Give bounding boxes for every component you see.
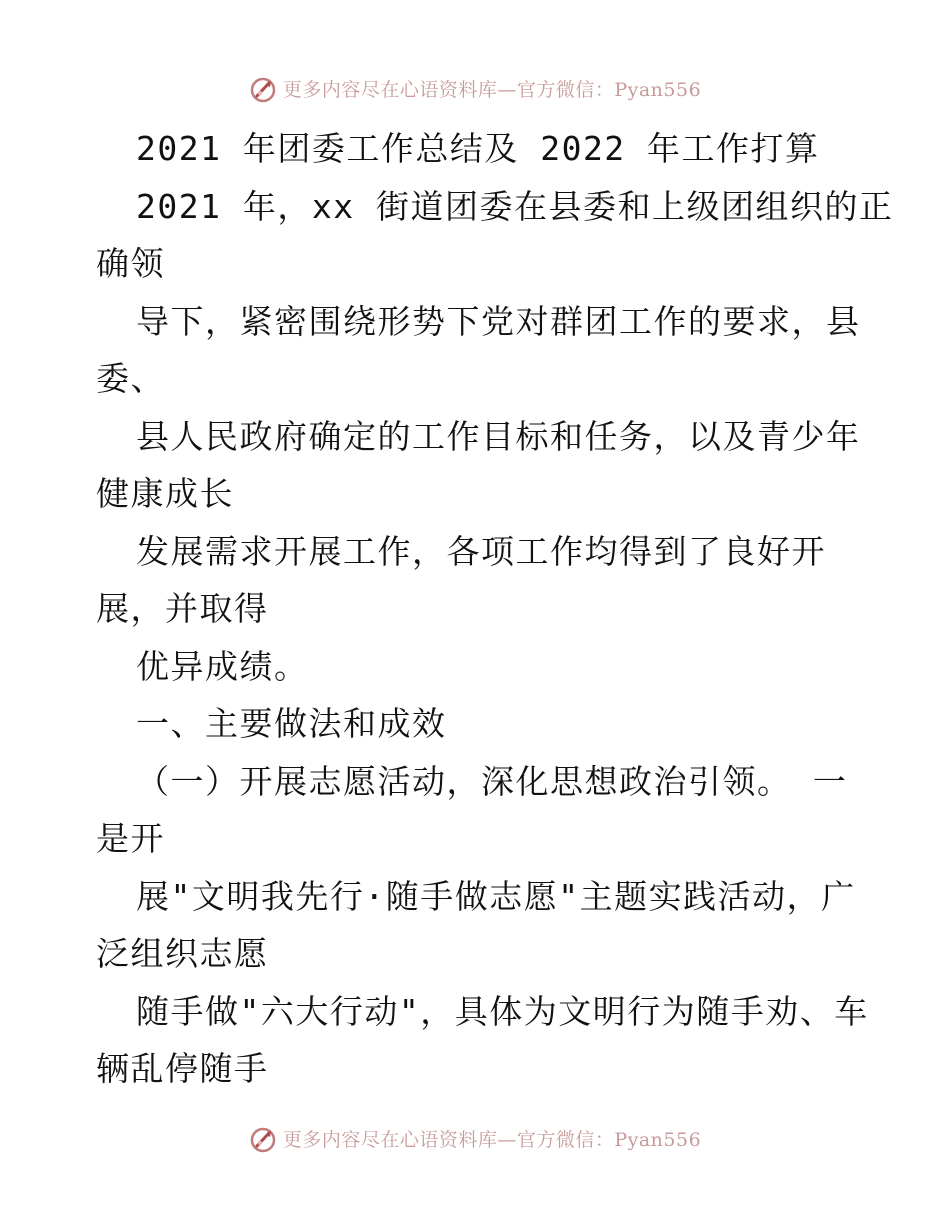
document-line: 一、主要做法和成效	[136, 704, 447, 743]
document-line: 导下，紧密围绕形势下党对群团工作的要求，县	[136, 301, 861, 341]
document-line: 2021 年团委工作总结及 2022 年工作打算	[136, 129, 820, 168]
watermark-text: 更多内容尽在心语资料库—官方微信：Pyan556	[282, 1129, 702, 1151]
document-line: （一）开展志愿活动，深化思想政治引领。 一	[136, 761, 848, 801]
document-line: 随手做"六大行动"，具体为文明行为随手劝、车	[136, 991, 869, 1031]
document-line: 确领	[96, 244, 165, 283]
document-body	[96, 120, 894, 1098]
document-line: 泛组织志愿	[96, 934, 269, 973]
document-line: 优异成绩。	[136, 646, 309, 686]
watermark-text: 更多内容尽在心语资料库—官方微信：Pyan556	[282, 79, 702, 101]
brand-logo-icon	[249, 1126, 277, 1154]
document-line: 委、	[96, 359, 165, 398]
document-line: 健康成长	[96, 474, 234, 513]
document-line: 是开	[96, 819, 165, 858]
document-line: 展，并取得	[96, 589, 269, 628]
document-line: 展"文明我先行·随手做志愿"主题实践活动，广	[136, 876, 856, 916]
document-line: 2021 年，xx 街道团委在县委和上级团组织的正	[136, 186, 894, 226]
brand-logo-icon	[249, 76, 277, 104]
footer-watermark-banner	[0, 1120, 950, 1160]
document-line: 辆乱停随手	[96, 1049, 269, 1088]
document-line: 发展需求开展工作，各项工作均得到了良好开	[136, 531, 826, 571]
document-line: 县人民政府确定的工作目标和任务，以及青少年	[136, 416, 861, 456]
header-watermark-banner	[0, 70, 950, 110]
